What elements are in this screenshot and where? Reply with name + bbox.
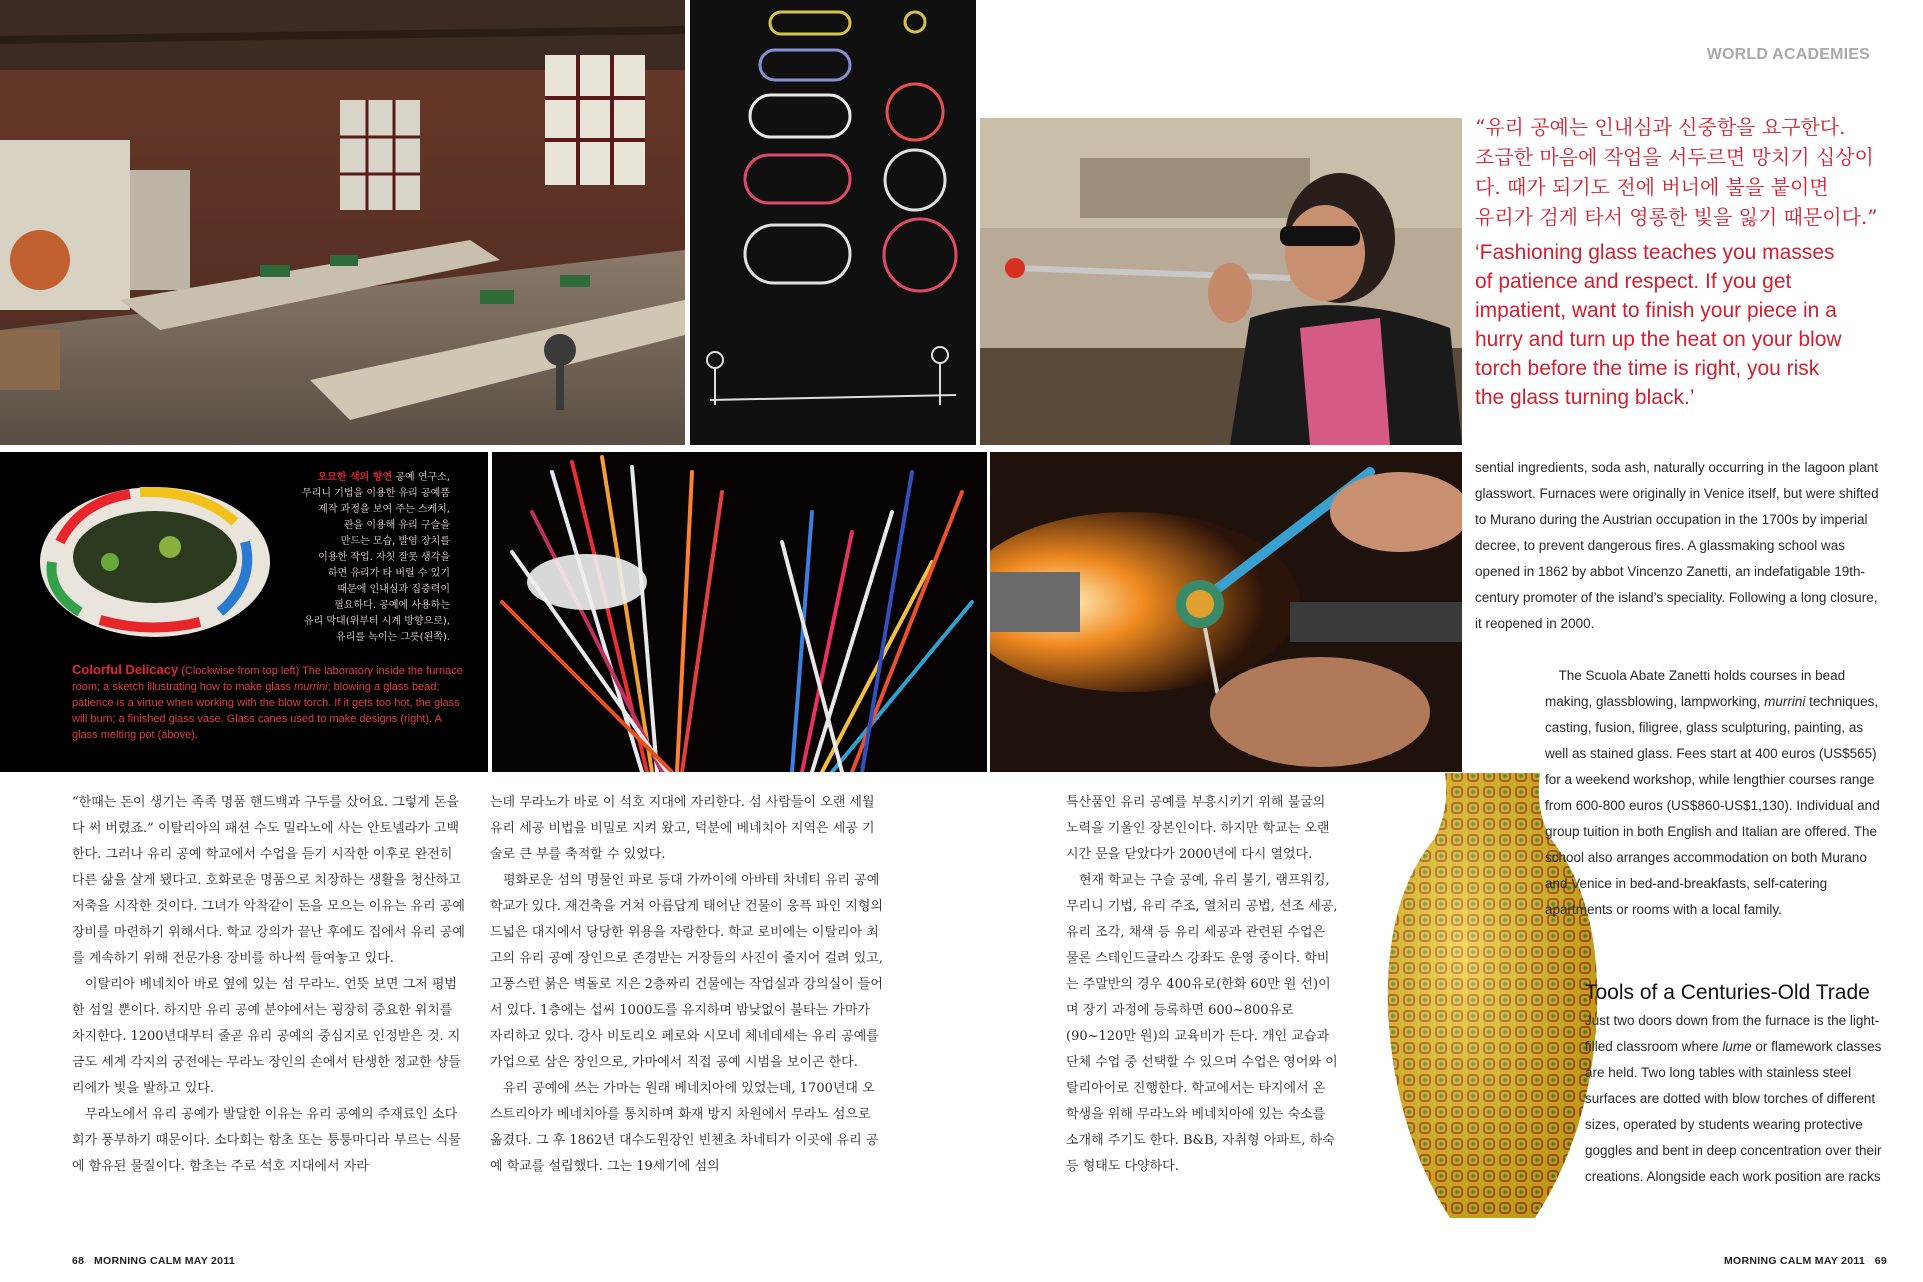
footer-left — [72, 1255, 235, 1267]
pull-quote-korean-line: “유리 공예는 인내심과 신중함을 요구한다. — [1475, 115, 1846, 139]
lampwork-bead-photo — [990, 452, 1462, 772]
english-italic: murrini — [1764, 694, 1806, 709]
pull-quote-english — [1475, 238, 1885, 412]
korean-paragraph: 평화로운 섬의 명물인 파로 등대 가까이에 아바테 차네티 유리 공예 학교가 있다. 재건축을 거쳐 아름답게 태어난 건물이 웅픅 파인 지형의 드넓은 대지에서 당당한 위용을 자랑한다. 학교 로비에는 이탈리아 최고의 유리 공예 장인으로 존경받는 거장들의 사진이 줄지어 걸려 있고, 고풍스런 붉은 벽돌로 지은 2층짜리 건물에는 작업실과 강의실이 들어서 있다. 1층에는 섭씨 1000도를 유지하며 밤낮없이 불타는 가마가 자리하고 있다. 강사 비토리오 페로와 시모네 체네데세는 유리 공예를 가업으로 삼은 장인으로, 가마에서 직접 공예 시범을 보이곤 한다. — [490, 873, 883, 1070]
english-text: techniques, casting, fusion, filigree, glass sculpturing, painting, as well as stained glass. Fees start at 400 euros (US$565) for a weekend workshop, while lengthier courses range from 600-800 euros (US$860-US$1,130). Individual and group tuition in both English and Italian are offered. The school also arranges accommodation on both Murano and Venice in bed-and-breakfasts, self-catering apartments or rooms with a local family. — [1545, 694, 1880, 917]
chalkboard-sketch-illustration — [690, 0, 976, 445]
caption-english-text: ; blowing a glass bead; patience is a virtue when working with the blow torch. If it gets too hot, the glass will burn; a finished glass vase. Glass canes used to make designs (right). A glass melting pot (above). — [72, 681, 460, 741]
magazine-name-right: MORNING CALM MAY 2011 — [1723, 1255, 1866, 1267]
furnace-room-illustration — [0, 0, 685, 445]
furnace-room-photo — [0, 0, 685, 445]
glass-canes-illustration — [492, 452, 987, 772]
section-label: WORLD ACADEMIES — [1706, 46, 1870, 63]
pull-quote-korean-line: 조급한 마음에 작업을 서두르면 망치기 십상이 — [1475, 145, 1874, 169]
korean-paragraph: 특산품인 유리 공예를 부흥시키기 위해 불굴의 노력을 기울인 장본인이다. 하지만 학교는 오랜 시간 문을 닫았다가 2000년에 다시 열었다. — [1066, 795, 1330, 862]
english-paragraph: sential ingredients, soda ash, naturally occurring in the lagoon plant glasswort. Furnaces were originally in Venice itself, but were shifted to Murano during the Austrian occupation in the 1700s by imperial decree, to prevent dangerous fires. A glassmaking school was opened in 1862 by abbot Vincenzo Zanetti, an indefatigable 19th-century promoter of the island’s speciality. Following a long closure, it reopened in 2000. — [1475, 460, 1879, 631]
pull-quote-english-line: ‘Fashioning glass teaches you masses — [1475, 241, 1835, 264]
english-text: or flamework classes are held. Two long tables with stainless steel surfaces are dotted with blow torches of different sizes, operated by students wearing protective goggles and bent in deep concentration over their creations. Alongside each work position are racks — [1585, 1039, 1882, 1184]
caption-english-italic: murrini — [293, 681, 328, 693]
pull-quote-english-line: the glass turning black.’ — [1475, 386, 1695, 409]
caption-korean-line: 무리니 기법을 이용한 유리 공예품 — [302, 488, 450, 499]
korean-column-3 — [1066, 790, 1338, 1180]
caption-korean-line: 제작 과정을 보여 주는 스케치, — [318, 504, 450, 515]
english-paragraph — [1545, 663, 1887, 923]
caption-english-title: Colorful Delicacy — [72, 662, 179, 677]
korean-column-1 — [72, 790, 468, 1180]
pull-quote-korean-line: 다. 때가 되기도 전에 버너에 불을 붙이면 — [1475, 175, 1829, 199]
english-text: Just two doors down from the furnace is the light-filled classroom where — [1585, 1013, 1880, 1054]
caption-korean-title: 오묘한 색의 향연 — [317, 472, 393, 483]
korean-paragraph: 는데 무라노가 바로 이 석호 지대에 자리한다. 섬 사람들이 오랜 세월 유리 세공 비법을 비밀로 지켜 왔고, 덕분에 베네치아 지역은 세공 기술로 큰 부를 축적할 수 있었다. — [490, 795, 875, 862]
pull-quote-english-line: torch before the time is right, you risk — [1475, 357, 1820, 380]
english-text: The Scuola Abate Zanetti holds courses in bead making, glassblowing, lampworking, — [1545, 668, 1846, 709]
pull-quote-english-line: hurry and turn up the heat on your blow — [1475, 328, 1842, 351]
caption-korean-line: 관을 이용해 유리 구슬을 — [343, 520, 450, 531]
pull-quote-english-line: of patience and respect. If you get — [1475, 270, 1792, 293]
korean-paragraph: 이탈리아 베네치아 바로 옆에 있는 섬 무라노. 언뜻 보면 그저 평범한 섬일 뿐이다. 하지만 유리 공예 분야에서는 굉장히 중요한 위치를 차지한다. 1200년대부터 줄곧 유리 공예의 중심지로 인정받은 것. 지금도 세계 각지의 궁전에는 무라노 장인의 손에서 탄생한 정교한 샹들리에가 빛을 발하고 있다. — [72, 977, 461, 1096]
caption-korean-line: 이용한 작업. 자칫 잘못 생각을 — [318, 552, 450, 563]
photo-caption-english — [72, 662, 467, 743]
caption-korean-line: 만드는 모습, 발염 장치를 — [340, 536, 450, 547]
english-column-top — [1475, 455, 1887, 637]
caption-korean-line: 필요하다. 공예에 사용하는 — [334, 600, 450, 611]
caption-korean-line: 유리 막대(위부터 시계 방향으로), — [303, 616, 450, 627]
magazine-name-left: MORNING CALM MAY 2011 — [93, 1255, 236, 1267]
korean-paragraph: 무라노에서 유리 공예가 발달한 이유는 유리 공예의 주재료인 소다회가 풍부하기 때문이다. 소다회는 함초 또는 퉁퉁마디라 부르는 식물에 함유된 물질이다. 함초는 주로 석호 지대에서 자라 — [72, 1107, 461, 1174]
caption-korean-line: 때문에 인내심과 집중력이 — [337, 584, 450, 595]
english-column-bottom — [1585, 980, 1887, 1190]
korean-paragraph: “한때는 돈이 생기는 족족 명품 핸드백과 구두를 샀어요. 그렇게 돈을 다 써 버렸죠.” 이탈리아의 패션 수도 밀라노에 사는 안토넬라가 고백한다. 그러나 유리 공예 학교에서 수업을 듣기 시작한 이후로 완전히 다른 삶을 살게 됐다고. 호화로운 명품으로 치장하는 생활을 청산하고 저축을 시작한 것이다. 그녀가 악착같이 돈을 모으는 이유는 유리 공예 장비를 마련하기 위해서다. 학교 강의가 끝난 후에도 집에서 유리 공예를 계속하기 위해 전문가용 장비를 하나씩 들여놓고 있다. — [72, 795, 465, 966]
page-number-right: 69 — [1874, 1255, 1887, 1267]
korean-paragraph: 유리 공예에 쓰는 가마는 원래 베네치아에 있었는데, 1700년대 오스트리아가 베네치아를 통치하며 화재 방지 차원에서 무라노 섬으로 옮겼다. 그 후 1862년 대수도원장인 빈첸초 차네티가 이곳에 유리 공예 학교를 설립했다. 그는 19세기에 섬의 — [490, 1081, 879, 1174]
caption-korean-line: 공예 연구소, — [395, 472, 450, 483]
pull-quote-korean-line: 유리가 검게 타서 영롱한 빛을 잃기 때문이다.” — [1475, 205, 1878, 229]
english-paragraph — [1585, 980, 1887, 1190]
caption-english-text: (Clockwise from top left) The laboratory inside the furnace room; a sketch illustrating how to make glass — [72, 665, 463, 693]
caption-korean-line: 유리를 녹이는 그릇(왼쪽). — [336, 632, 450, 643]
caption-korean-line: 하면 유리가 타 버릴 수 있기 — [327, 568, 450, 579]
korean-paragraph: 현재 학교는 구슬 공예, 유리 불기, 램프워킹, 무리니 기법, 유리 주조, 열처리 공법, 선조 세공, 유리 조각, 채색 등 유리 세공과 관련된 수업은 물론 스테인드글라스 강좌도 운영 중이다. 학비는 주말반의 경우 400유로(한화 60만 원 선)이며 장기 과정에 등록하면 600~800유로(90~120만 원)의 교육비가 든다. 개인 교습과 단체 수업 중 선택할 수 있으며 수업은 영어와 이탈리아어로 진행한다. 학교에서는 타지에서 온 학생을 위해 무라노와 베네치아에 있는 숙소를 소개해 주기도 한다. B&B, 자취형 아파트, 하숙 등 형태도 다양하다. — [1066, 873, 1338, 1174]
murrini-sketch-photo — [690, 0, 976, 445]
page-number-left: 68 — [72, 1255, 85, 1267]
photo-caption-korean — [290, 470, 450, 646]
glassblowing-woman-illustration — [980, 118, 1462, 445]
footer-right — [1700, 1255, 1887, 1267]
english-italic: lume — [1722, 1039, 1752, 1054]
glassblowing-woman-photo — [980, 118, 1462, 445]
english-column-wrap — [1545, 663, 1887, 923]
glass-canes-photo — [492, 452, 987, 772]
lampwork-torch-illustration — [990, 452, 1462, 772]
pull-quote-english-line: impatient, want to finish your piece in a — [1475, 299, 1837, 322]
english-subhead: Tools of a Centuries-Old Trade — [1585, 981, 1870, 1004]
pull-quote-korean — [1475, 112, 1885, 232]
korean-column-2 — [490, 790, 886, 1180]
